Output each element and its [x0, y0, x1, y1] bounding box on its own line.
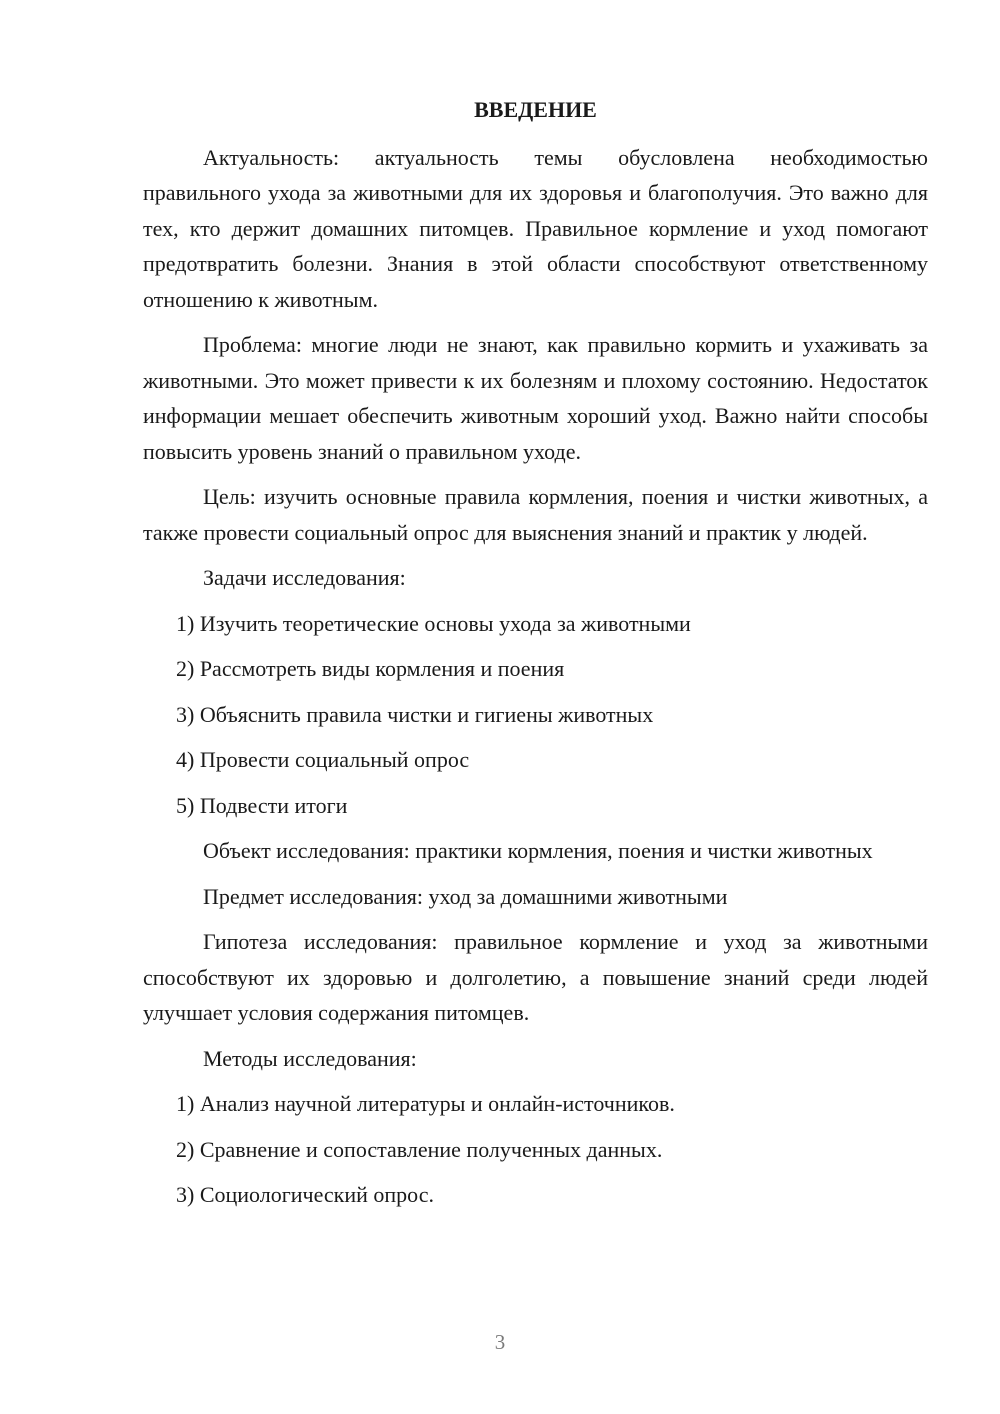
task-item: 4) Провести социальный опрос — [176, 747, 470, 772]
methods-list — [143, 1086, 928, 1213]
method-item: 1) Анализ научной литературы и онлайн-источников. — [176, 1091, 675, 1116]
method-item: 3) Социологический опрос. — [176, 1182, 434, 1207]
page-number: 3 — [494, 1330, 506, 1354]
problem-paragraph: Проблема: многие люди не знают, как правильно кормить и ухаживать за животными. Это может привести к их болезням и плохому состоянию. Недостаток информации мешает обеспечить животным хороший уход. Важно найти способы повысить уровень знаний о правильном уходе. — [143, 332, 928, 464]
methods-heading: Методы исследования: — [203, 1045, 417, 1071]
tasks-heading: Задачи исследования: — [203, 565, 406, 590]
object-paragraph: Объект исследования: практики кормления, поения и чистки животных — [203, 838, 873, 863]
method-item: 2) Сравнение и сопоставление полученных данных. — [176, 1136, 663, 1162]
section-title: ВВЕДЕНИЕ — [474, 97, 597, 122]
goal-paragraph: Цель: изучить основные правила кормления, поения и чистки животных, а также провести социальный опрос для выяснения знаний и практик у людей. — [143, 484, 928, 545]
task-item: 1) Изучить теоретические основы ухода за животными — [176, 610, 691, 636]
task-item: 2) Рассмотреть виды кормления и поения — [176, 656, 565, 681]
subject-paragraph: Предмет исследования: уход за домашними животными — [203, 883, 728, 909]
task-item: 5) Подвести итоги — [176, 792, 348, 818]
document-page — [143, 92, 928, 1223]
tasks-list — [143, 606, 928, 824]
hypothesis-paragraph: Гипотеза исследования: правильное кормление и уход за животными способствуют их здоровью и долголетию, а повышение знаний среди людей улучшает условия содержания питомцев. — [143, 929, 928, 1025]
relevance-paragraph: Актуальность: актуальность темы обусловлена необходимостью правильного ухода за животными для их здоровья и благополучия. Это важно для тех, кто держит домашних питомцев. Правильное кормление и уход помогают предотвратить болезни. Знания в этой области способствуют ответственному отношению к животным. — [143, 144, 928, 312]
task-item: 3) Объяснить правила чистки и гигиены животных — [176, 701, 654, 727]
